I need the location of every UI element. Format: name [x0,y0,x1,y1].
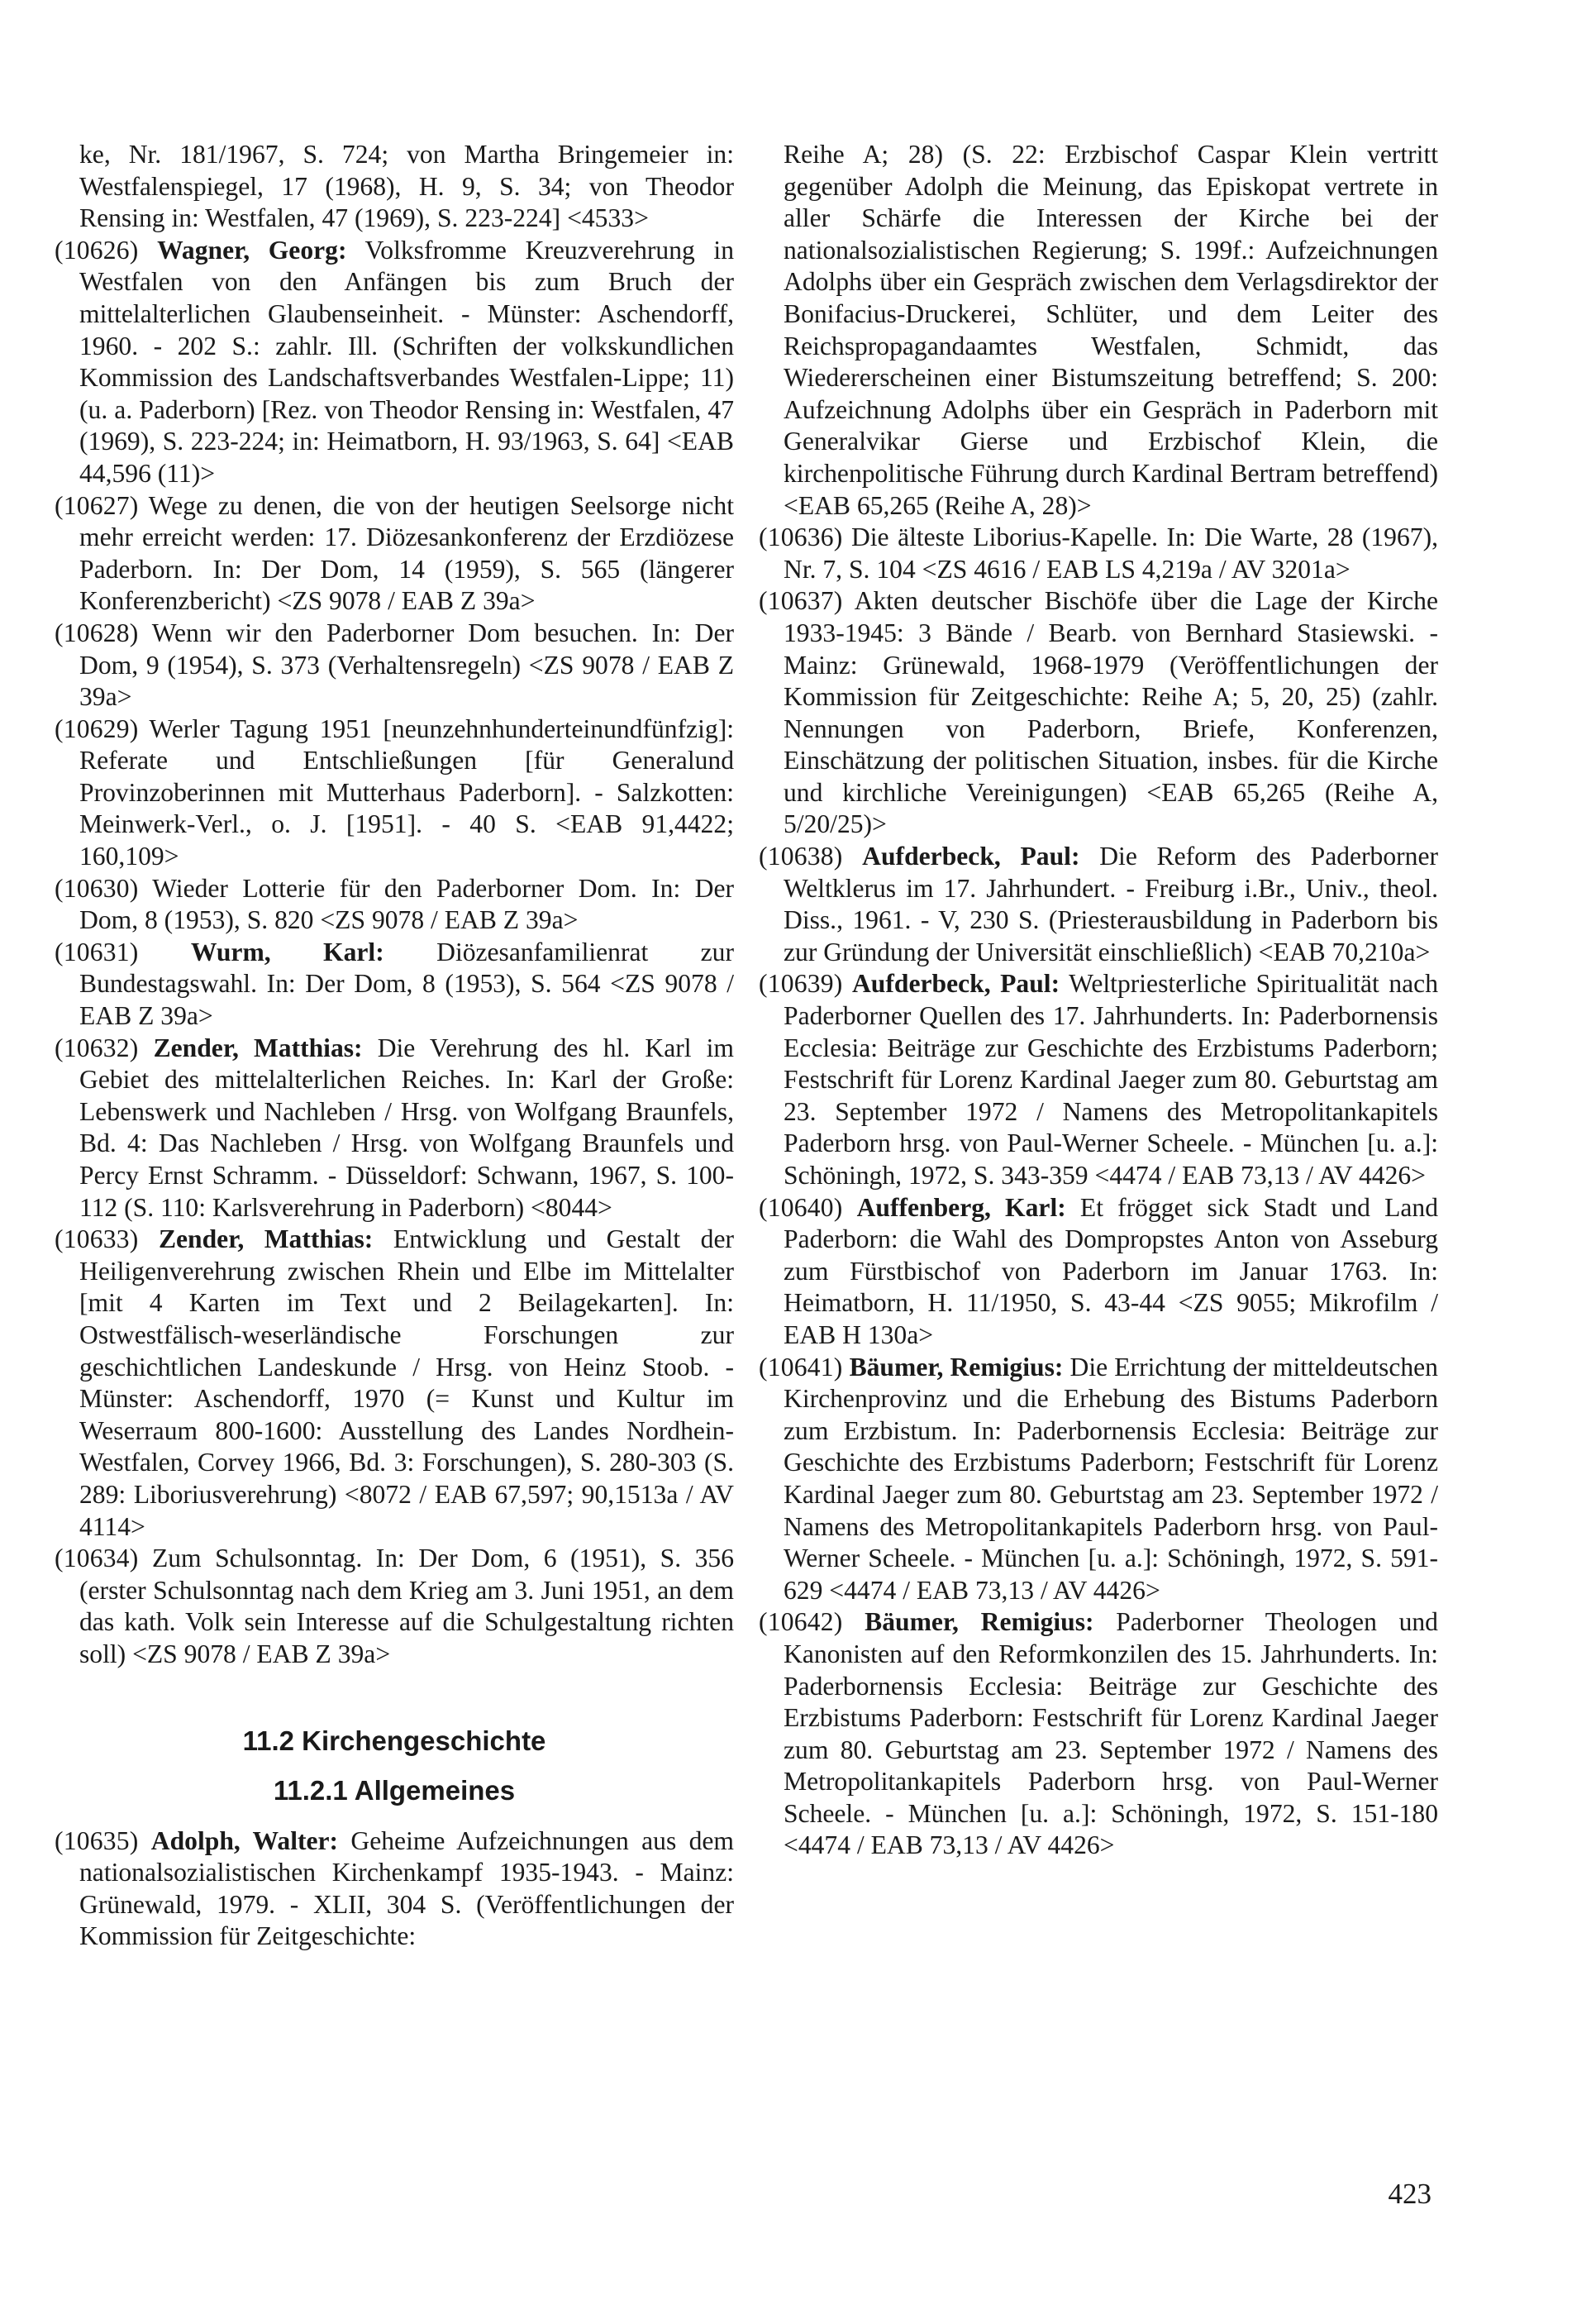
entry-text: Weltpriesterliche Spiritualität nach Paderborner Quellen des 17. Jahrhunderts. In: Paderbornensis Ecclesia: Beiträge zur Geschichte des Erzbistums Paderborn; Festschrift für Lorenz Kardinal Jaeger zum 80. Geburtstag am 23. September 1972 / Namens des Metropolitankapitels Paderborn hrsg. von Paul-Werner Scheele. - München [u. a.]: Schöningh, 1972, S. 343-359 <4474 / EAB 73,13 / AV 4426> [784,969,1438,1190]
entry-text: Diözesanfamilienrat zur Bundestagswahl. In: Der Dom, 8 (1953), S. 564 <ZS 9078 / EAB Z 39a> [79,937,734,1031]
entry-author: Zender, Matthias: [153,1033,363,1062]
entry-author: Bäumer, Remigius: [849,1352,1064,1382]
entry-number: (10629) [55,713,139,743]
bibliography-entry [55,490,734,618]
entry-number: (10637) [759,586,843,616]
bibliography-entry [55,1543,734,1670]
section-heading: 11.2 Kirchengeschichte [242,1725,546,1756]
bibliography-entry [55,235,734,490]
bibliography-entry [55,1825,734,1953]
bibliography-entry [759,1192,1438,1352]
entry-text: Akten deutscher Bischöfe über die Lage der Kirche 1933-1945: 3 Bände / Bearb. von Bernhard Stasiewski. - Mainz: Grünewald, 1968-1979 (Veröffentlichungen der Kommission für Zeitgeschichte: Reihe A; 5, 20, 25) (zahlr. Nennungen von Paderborn, Briefe, Konferenzen, Einschätzung der politischen Situation, insbes. für die Kirche und kirchliche Vereinigungen) <EAB 65,265 (Reihe A, 5/20/25)> [784,586,1438,839]
entry-number: (10632) [55,1033,139,1062]
entry-text: Volksfromme Kreuzverehrung in Westfalen von den Anfängen bis zum Bruch der mittelalterlichen Glaubenseinheit. - Münster: Aschendorff, 1960. - 202 S.: zahlr. Ill. (Schriften der volkskundlichen Kommission des Landschaftsverbandes Westfalen-Lippe; 11) (u. a. Paderborn) [Rez. von Theodor Rensing in: Westfalen, 47 (1969), S. 223-224; in: Heimatborn, H. 93/1963, S. 64] <EAB 44,596 (11)> [79,235,735,488]
entry-number: (10630) [55,873,139,903]
entry-number: (10633) [55,1224,139,1254]
entry-text: Paderborner Theologen und Kanonisten auf den Reformkonzilen des 15. Jahrhunderts. In: Paderbornensis Ecclesia: Beiträge zur Geschichte des Erzbistums Paderborn: Festschrift für Lorenz Kardinal Jaeger zum 80. Geburtstag am 23. September 1972 / Namens des Metropolitankapitels Paderborn hrsg. von Paul-Werner Scheele. - München [u. a.]: Schöningh, 1972, S. 151-180 <4474 / EAB 73,13 / AV 4426> [784,1607,1438,1860]
entry-author: Bäumer, Remigius: [865,1607,1094,1637]
bibliography-entry [759,841,1438,968]
entry-author: Auffenberg, Karl: [856,1192,1066,1222]
entry-number: (10631) [55,937,139,966]
entry-number: (10639) [759,969,843,999]
entry-number: (10635) [55,1825,139,1855]
entry-author: Wurm, Karl: [190,937,384,966]
bibliography-entry [759,968,1438,1191]
bibliography-entry [55,618,734,713]
left-column [55,139,734,1953]
entry-author: Zender, Matthias: [158,1224,374,1254]
entry-number: (10634) [55,1544,139,1573]
bibliography-entry [55,873,734,937]
entry-text: Zum Schulsonntag. In: Der Dom, 6 (1951), S. 356 (erster Schulsonntag nach dem Krieg am 3. Juni 1951, an dem das kath. Volk sein Interesse auf die Schulgestaltung richten soll) <ZS 9078 / EAB Z 39a> [79,1544,734,1668]
bibliography-entry [759,522,1438,585]
entry-author: Aufderbeck, Paul: [851,969,1060,999]
entry-text: Wenn wir den Paderborner Dom besuchen. In: Der Dom, 9 (1954), S. 373 (Verhaltensregeln) <ZS 9078 / EAB Z 39a> [79,618,734,712]
entry-number: (10627) [55,490,139,520]
entry-text: Die Verehrung des hl. Karl im Gebiet des mittelalterlichen Reiches. In: Karl der Große: Lebenswerk und Nachleben / Hrsg. von Wolfgang Braunfels, Bd. 4: Das Nachleben / Hrsg. von Wolfgang Braunfels und Percy Ernst Schramm. - Düsseldorf: Schwann, 1967, S. 100-112 (S. 110: Karlsverehrung in Paderborn) <8044> [79,1033,734,1222]
entry-text: Entwicklung und Gestalt der Heiligenverehrung zwischen Rhein und Elbe im Mittelalter [mit 4 Karten im Text und 2 Beilagekarten]. In: Ostwestfälisch-weserländische Forschungen zur geschichtlichen Landeskunde / Hrsg. von Heinz Stoob. - Münster: Aschendorff, 1970 (= Kunst und Kultur im Weserraum 800-1600: Ausstellung des Landes Nordhein-Westfalen, Corvey 1966, Bd. 3: Forschungen), S. 280-303 (S. 289: Liboriusverehrung) <8072 / EAB 67,597; 90,1513a / AV 4114> [79,1224,734,1541]
entry-text: Wege zu denen, die von der heutigen Seelsorge nicht mehr erreicht werden: 17. Diözesankonferenz der Erzdiözese Paderborn. In: Der Dom, 14 (1959), S. 565 (längerer Konferenzbericht) <ZS 9078 / EAB Z 39a> [79,490,734,616]
bibliography-entry [55,1224,734,1543]
right-column [759,139,1438,1862]
entry-number: (10642) [759,1607,843,1637]
subsection-heading: 11.2.1 Allgemeines [273,1775,516,1806]
bibliography-entry [55,713,734,873]
bibliography-entry [759,1352,1438,1607]
entry-text: Geheime Aufzeichnungen aus dem nationalsozialistischen Kirchenkampf 1935-1943. - Mainz: Grünewald, 1979. - XLII, 304 S. (Veröffentlichungen der Kommission für Zeitgeschichte: [79,1825,734,1951]
bibliography-entry [759,585,1438,841]
entry-number: (10638) [759,842,843,871]
entry-author: Wagner, Georg: [157,235,347,265]
entry-number: (10626) [55,235,139,265]
entry-author: Aufderbeck, Paul: [862,842,1080,871]
entry-number: (10636) [759,523,843,552]
bibliography-entry [55,1033,734,1224]
continuation-text: ke, Nr. 181/1967, S. 724; von Martha Bringemeier in: Westfalenspiegel, 17 (1968), H. 9, S. 34; von Theodor Rensing in: Westfalen, 47 (1969), S. 223-224] <4533> [79,140,734,233]
bibliography-entry [759,1606,1438,1862]
page-number: 423 [1388,2178,1431,2210]
bibliography-entry [55,937,734,1033]
continuation-text: Reihe A; 28) (S. 22: Erzbischof Caspar Klein vertritt gegenüber Adolph die Meinung, das Episkopat vertrete in aller Schärfe die Interessen der Kirche bei der nationalsozialistischen Regierung; S. 199f.: Aufzeichnungen Adolphs über ein Gespräch zwischen dem Verlagsdirektor der Bonifacius-Druckerei, Schlüter, und dem Leiter des Reichspropagandaamtes Westfalen, Schmidt, das Wiedererscheinen einer Bistumszeitung betreffend; S. 200: Aufzeichnung Adolphs über ein Gespräch in Paderborn mit Generalvikar Gierse und Erzbischof Klein, die kirchenpolitische Führung durch Kardinal Bertram betreffend) <EAB 65,265 (Reihe A, 28)> [784,140,1438,520]
entry-author: Adolph, Walter: [150,1825,339,1855]
entry-text: Wieder Lotterie für den Paderborner Dom. In: Der Dom, 8 (1953), S. 820 <ZS 9078 / EAB Z 39a> [79,873,734,935]
entry-text: Die Errichtung der mitteldeutschen Kirchenprovinz und die Erhebung des Bistums Paderborn zum Erzbistum. In: Paderbornensis Ecclesia: Beiträge zur Geschichte des Erzbistums Paderborn; Festschrift für Lorenz Kardinal Jaeger zum 80. Geburtstag am 23. September 1972 / Namens des Metropolitankapitels Paderborn hrsg. von Paul-Werner Scheele. - München [u. a.]: Schöningh, 1972, S. 591-629 <4474 / EAB 73,13 / AV 4426> [784,1352,1438,1605]
entry-number: (10641) [759,1352,843,1382]
entry-text: Die älteste Liborius-Kapelle. In: Die Warte, 28 (1967), Nr. 7, S. 104 <ZS 4616 / EAB LS 4,219a / AV 3201a> [784,523,1438,584]
entry-number: (10640) [759,1192,843,1222]
entry-text: Et frögget sick Stadt und Land Paderborn: die Wahl des Dompropstes Anton von Asseburg zum Fürstbischof von Paderborn im Januar 1763. In: Heimatborn, H. 11/1950, S. 43-44 <ZS 9055; Mikrofilm / EAB H 130a> [784,1192,1438,1349]
entry-text: Werler Tagung 1951 [neunzehnhunderteinundfünfzig]: Referate und Entschließungen [für Generalund Provinzoberinnen mit Mutterhaus Paderborn]. - Salzkotten: Meinwerk-Verl., o. J. [1951]. - 40 S. <EAB 91,4422; 160,109> [79,713,735,871]
entry-text: Die Reform des Paderborner Weltklerus im 17. Jahrhundert. - Freiburg i.Br., Univ., theol. Diss., 1961. - V, 230 S. (Priesterausbildung in Paderborn bis zur Gründung der Universität einschließlich) <EAB 70,210a> [784,842,1439,966]
entry-number: (10628) [55,618,139,647]
